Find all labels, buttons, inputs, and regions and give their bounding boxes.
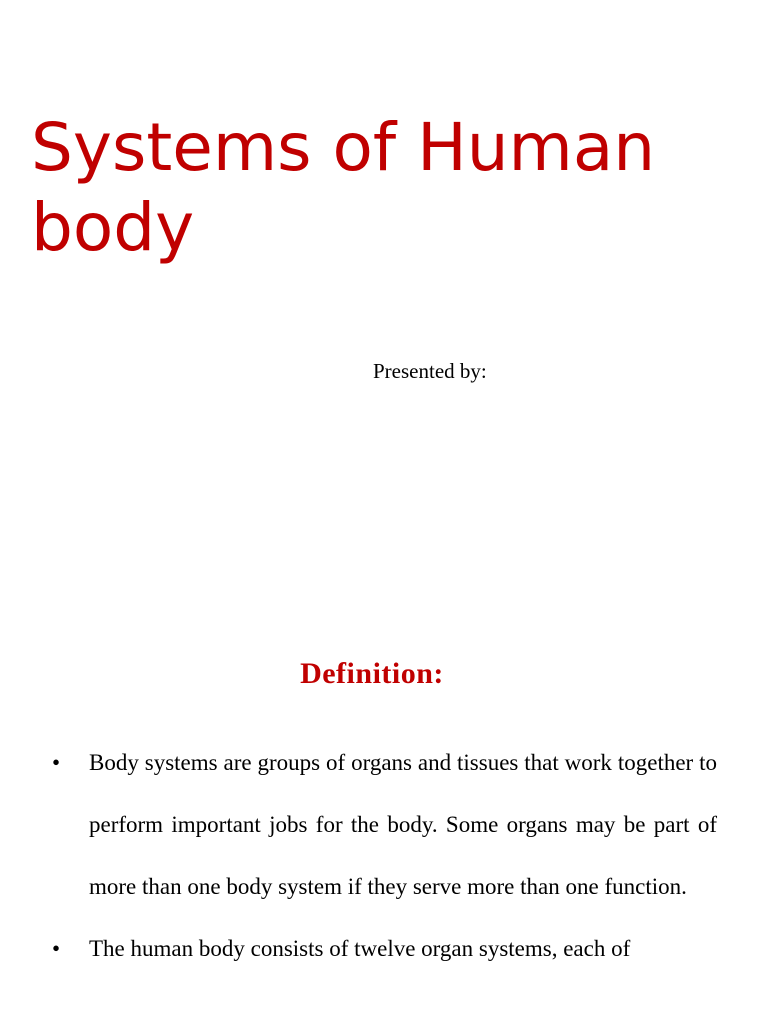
bullet-item [0,918,768,980]
bullet-item [0,732,768,918]
bullet-text: The human body consists of twelve organ systems, each of [89,936,631,961]
slide-title: Systems of Human body [31,109,656,266]
bullet-marker: • [52,750,61,775]
presenter-label: Presented by: [373,359,487,383]
definition-bullet-list [0,732,768,980]
bullet-marker: • [52,936,61,961]
definition-heading: Definition: [300,657,444,690]
bullet-text: Body systems are groups of organs and tissues that work together to perform important jobs for the body. Some organs may be part of more than one body system if they serve more than one function. [89,750,717,899]
